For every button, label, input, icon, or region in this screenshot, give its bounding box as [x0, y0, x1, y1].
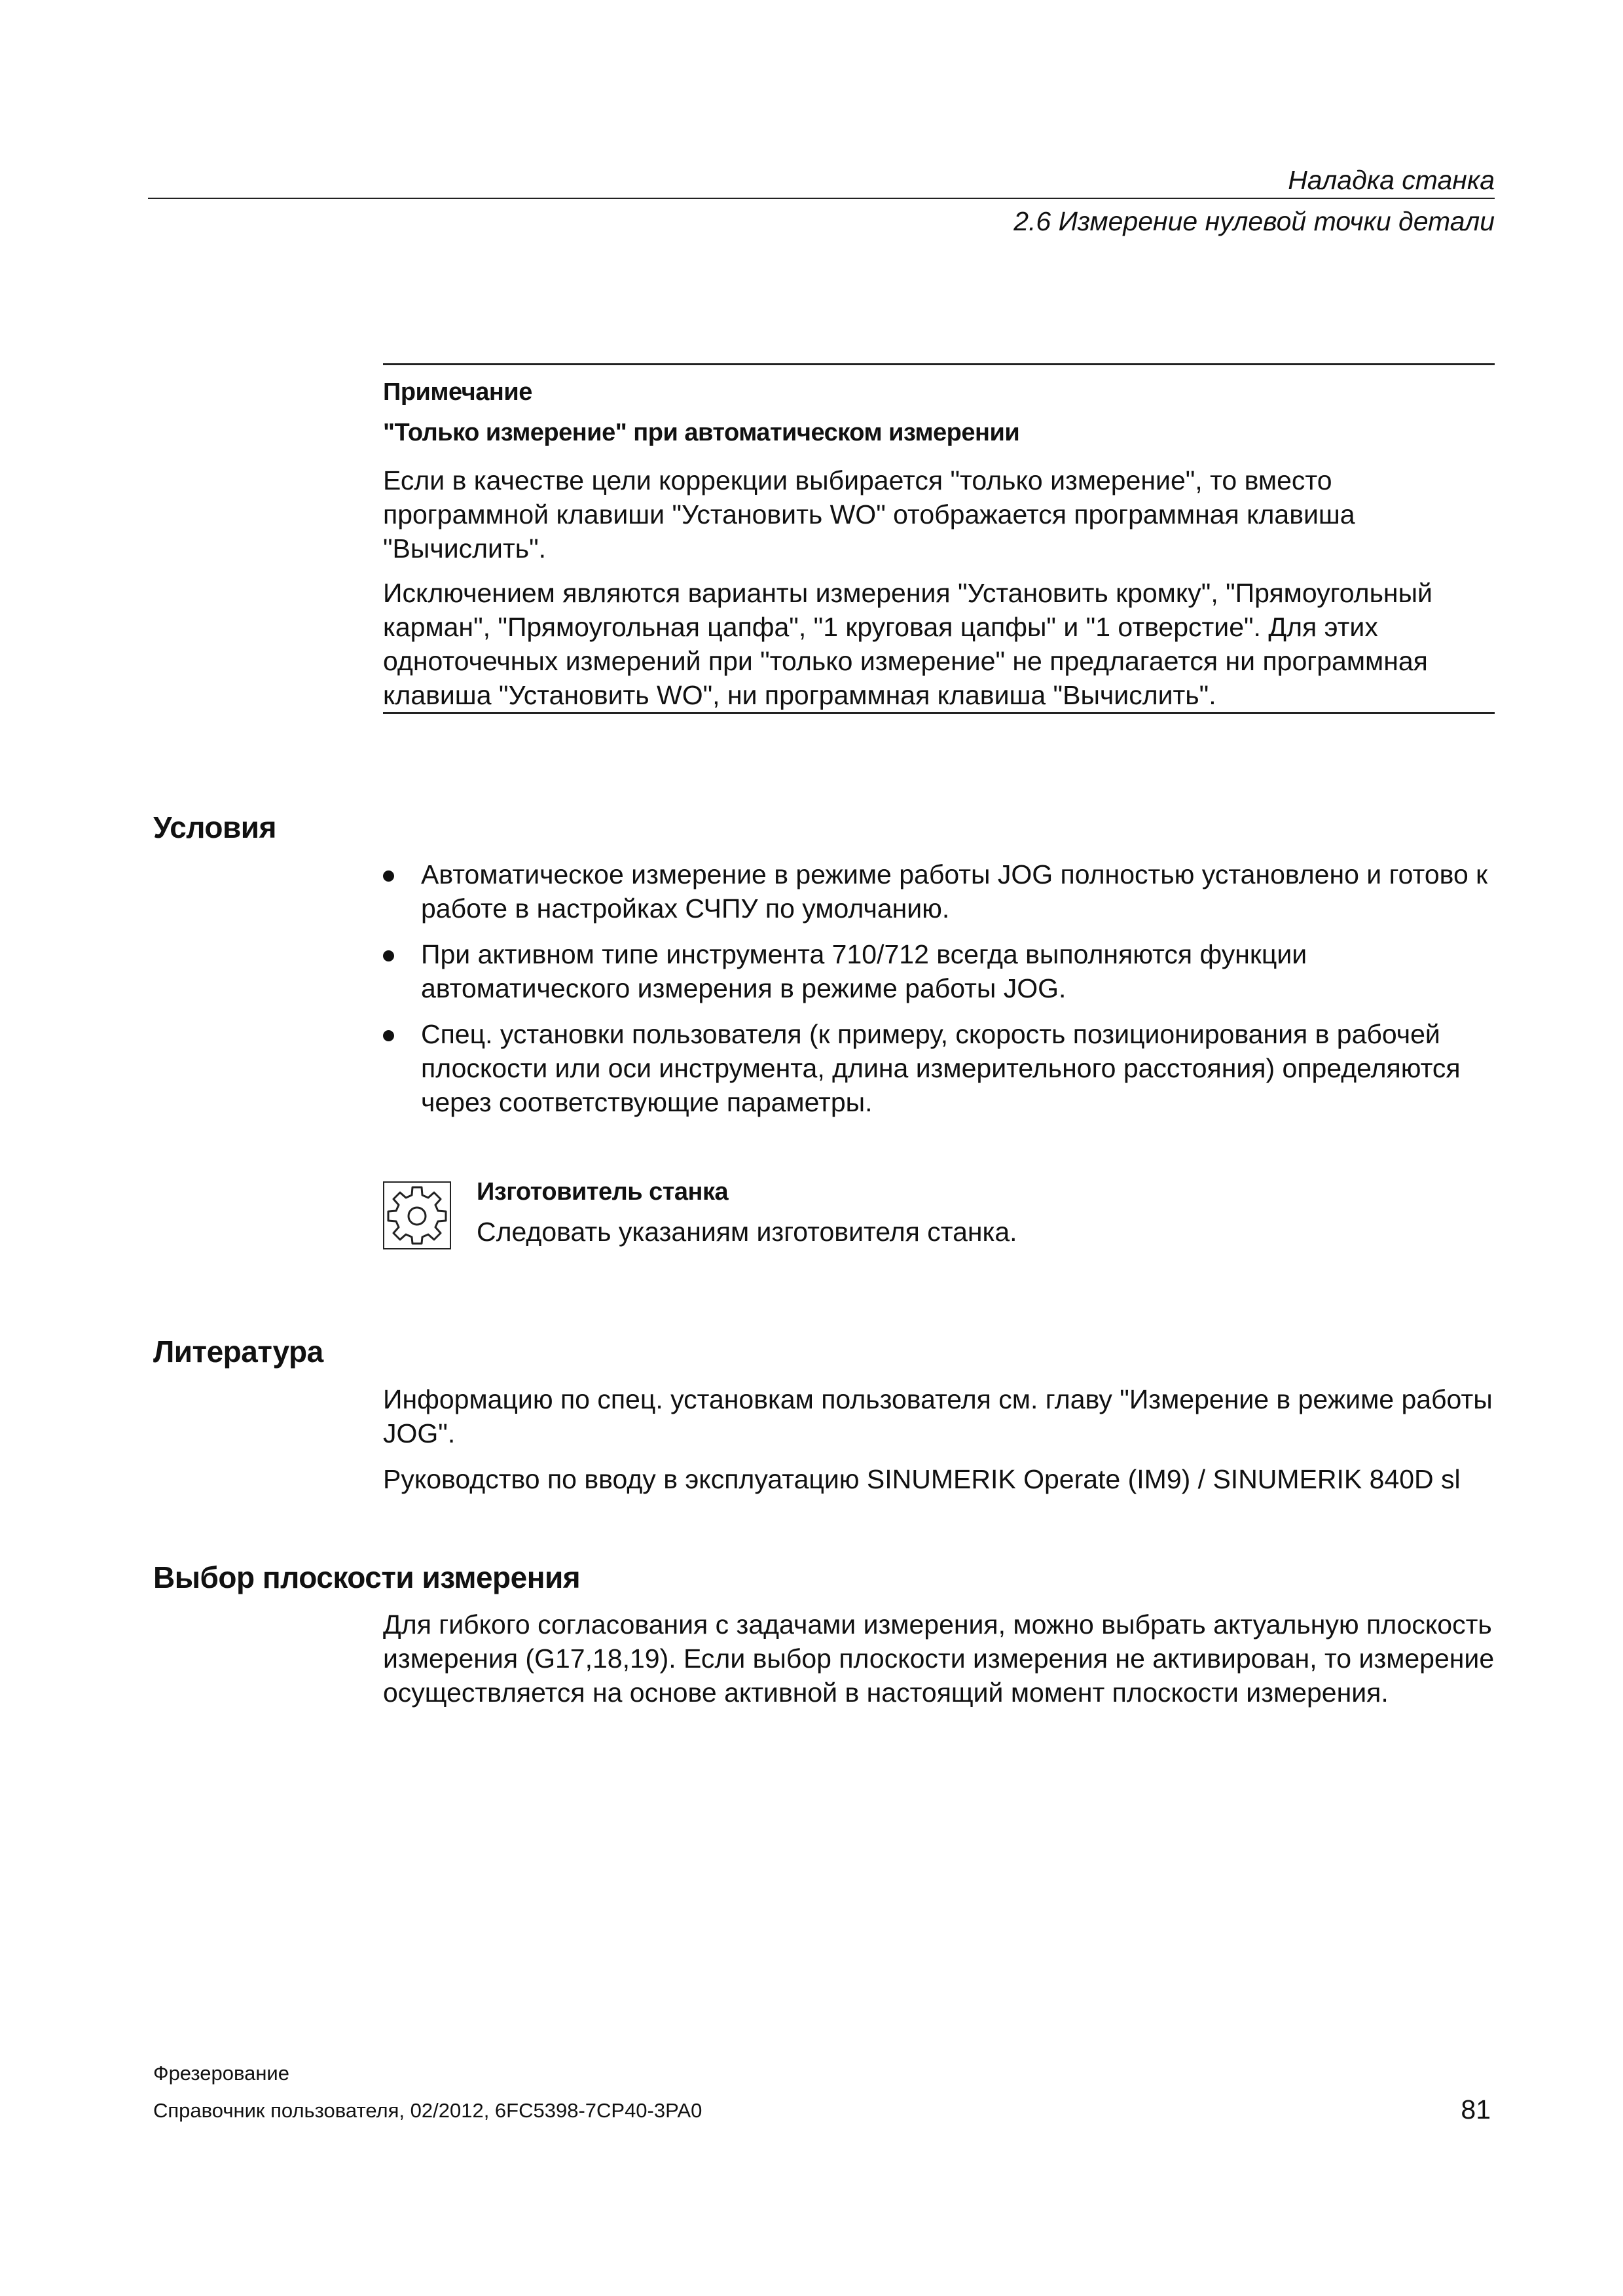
condition-item-2: При активном типе инструмента 710/712 всегда выполняются функции автоматического измерения в режиме работы JOG. — [421, 939, 1307, 1003]
conditions-heading: Условия — [153, 810, 276, 844]
note-label: Примечание — [383, 378, 532, 406]
bullet-marker — [383, 1030, 394, 1041]
footer-line-2: Справочник пользователя, 02/2012, 6FC5398-7CP40-3PA0 — [153, 2099, 702, 2122]
literature-heading: Литература — [153, 1335, 323, 1369]
gear-icon — [383, 1181, 451, 1249]
header-chapter: Наладка станка — [1288, 165, 1495, 195]
literature-paragraph-1: Информацию по спец. установкам пользователя см. главу "Измерение в режиме работы JOG". — [383, 1384, 1493, 1448]
note-paragraph-2: Исключением являются варианты измерения "Установить кромку", "Прямоугольный карман", "Прямоугольная цапфа", "1 круговая цапфы" и "1 отверстие". Для этих одноточечных измерений при "только измерение" не предлагается ни программная клавиша "Установить WO", ни программная клавиша "Вычислить". — [383, 578, 1432, 710]
plane-paragraph: Для гибкого согласования с задачами измерения, можно выбрать актуальную плоскость измерения (G17,18,19). Если выбор плоскости измерения не активирован, то измерение осуществляется на основе активной в настоящий момент плоскости измерения. — [383, 1609, 1495, 1708]
condition-item-3: Спец. установки пользователя (к примеру, скорость позиционирования в рабочей плоскости или оси инструмента, длина измерительного расстояния) определяются через соответствующие параметры. — [421, 1019, 1461, 1117]
manufacturer-text: Следовать указаниям изготовителя станка. — [477, 1217, 1017, 1247]
manufacturer-title: Изготовитель станка — [477, 1178, 729, 1206]
literature-paragraph-2: Руководство по вводу в эксплуатацию SINUMERIK Operate (IM9) / SINUMERIK 840D sl — [383, 1464, 1461, 1494]
bullet-marker — [383, 870, 394, 882]
header-rule — [148, 198, 1495, 199]
condition-item-1: Автоматическое измерение в режиме работы JOG полностью установлено и готово к работе в настройках СЧПУ по умолчанию. — [421, 859, 1488, 924]
note-title: "Только измерение" при автоматическом измерении — [383, 419, 1020, 446]
note-paragraph-1: Если в качестве цели коррекции выбирается "только измерение", то вместо программной клавиши "Установить WO" отображается программная клавиша "Вычислить". — [383, 465, 1355, 564]
note-top-rule — [383, 363, 1495, 365]
header-section: 2.6 Измерение нулевой точки детали — [1013, 206, 1495, 236]
note-bottom-rule — [383, 712, 1495, 714]
plane-heading: Выбор плоскости измерения — [153, 1560, 581, 1594]
footer-line-1: Фрезерование — [153, 2062, 289, 2085]
bullet-marker — [383, 950, 394, 961]
page-number: 81 — [1461, 2094, 1491, 2125]
